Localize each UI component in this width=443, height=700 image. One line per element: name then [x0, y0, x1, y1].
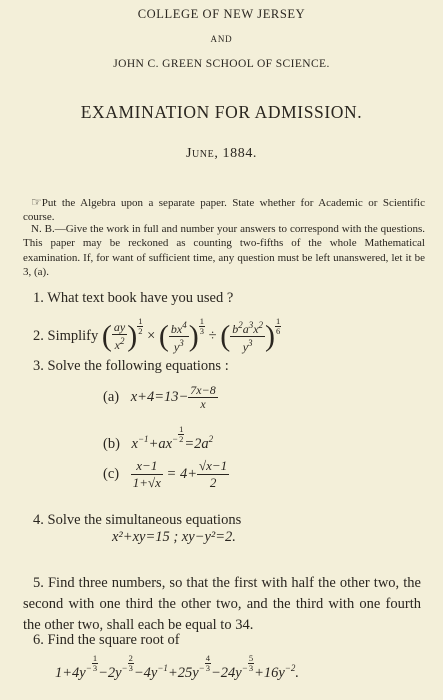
- question-3b-label: (b): [103, 435, 120, 452]
- school-name: JOHN C. GREEN SCHOOL OF SCIENCE.: [113, 58, 330, 70]
- instruction-note: [23, 195, 425, 225]
- question-3c-expression: $\frac{x-1}{1+√x}$ = 4+ $\frac{√x-1}{2}$: [132, 458, 228, 490]
- question-2-expression: ( $\frac{ay}{x^2}$ ) $\frac{1}{2}$ × ( $\frac{bx^4}{y^3}$ ) $\frac{1}{3}$ ÷ ( $\frac{b^2a^3x^2}{y^3}$ ) $\frac{1}{6}$: [101, 316, 281, 354]
- question-6-expression: 1+4y− $\frac{1}{3}$ −2y− $\frac{2}{3}$ $-4y^{-1}+25y^-$ $\frac{4}{3}$ −24y− $\frac{5}{3}$ $+16y^{-2}$.: [55, 653, 299, 681]
- question-3a: [103, 384, 218, 411]
- exam-date: June, 1884.: [185, 146, 258, 161]
- college-name: COLLEGE OF NEW JERSEY: [137, 7, 306, 21]
- question-2: [33, 317, 281, 354]
- nb-note: [23, 222, 425, 280]
- question-3c: [103, 458, 229, 491]
- question-1: 1. What text book have you used ?: [33, 290, 234, 306]
- exam-title: EXAMINATION FOR ADMISSION.: [80, 102, 363, 122]
- nb-text: N. B.—Give the work in full and number your answers to correspond with the questions. This paper may be reckoned as counting two-fifths of the whole Mathematical examination. If, for want of sufficient time, any question must be left unanswered, let it be 3, (a).: [23, 223, 425, 279]
- question-3a-label: (a): [103, 388, 120, 405]
- instruction-text: Put the Algebra upon a separate paper. State whether for Academic or Scientific course.: [23, 197, 425, 224]
- question-3c-label: (c): [103, 465, 120, 482]
- question-5: 5. Find three numbers, so that the first with half the other two, the second with one third the other two, and the third with one fourth the other two, shall each be equal to 34.: [23, 575, 421, 633]
- question-3b-expression: $x^{-1}+ax^-$ $\frac{1}{2}$ $=2a^2$: [131, 424, 214, 452]
- pointing-hand-icon: ☞: [31, 195, 42, 209]
- question-4-equations: x²+xy=15 ; xy−y²=2.: [112, 529, 236, 545]
- question-3a-expression: x+4=13− $\frac{7x-8}{x}$: [130, 383, 216, 411]
- question-3: 3. Solve the following equations :: [33, 358, 229, 374]
- question-4: 4. Solve the simultaneous equations: [33, 512, 242, 528]
- question-3b: [103, 425, 213, 454]
- question-2-label: 2. Simplify: [33, 327, 99, 344]
- header-and: AND: [210, 34, 233, 44]
- question-6: 6. Find the square root of: [33, 632, 180, 648]
